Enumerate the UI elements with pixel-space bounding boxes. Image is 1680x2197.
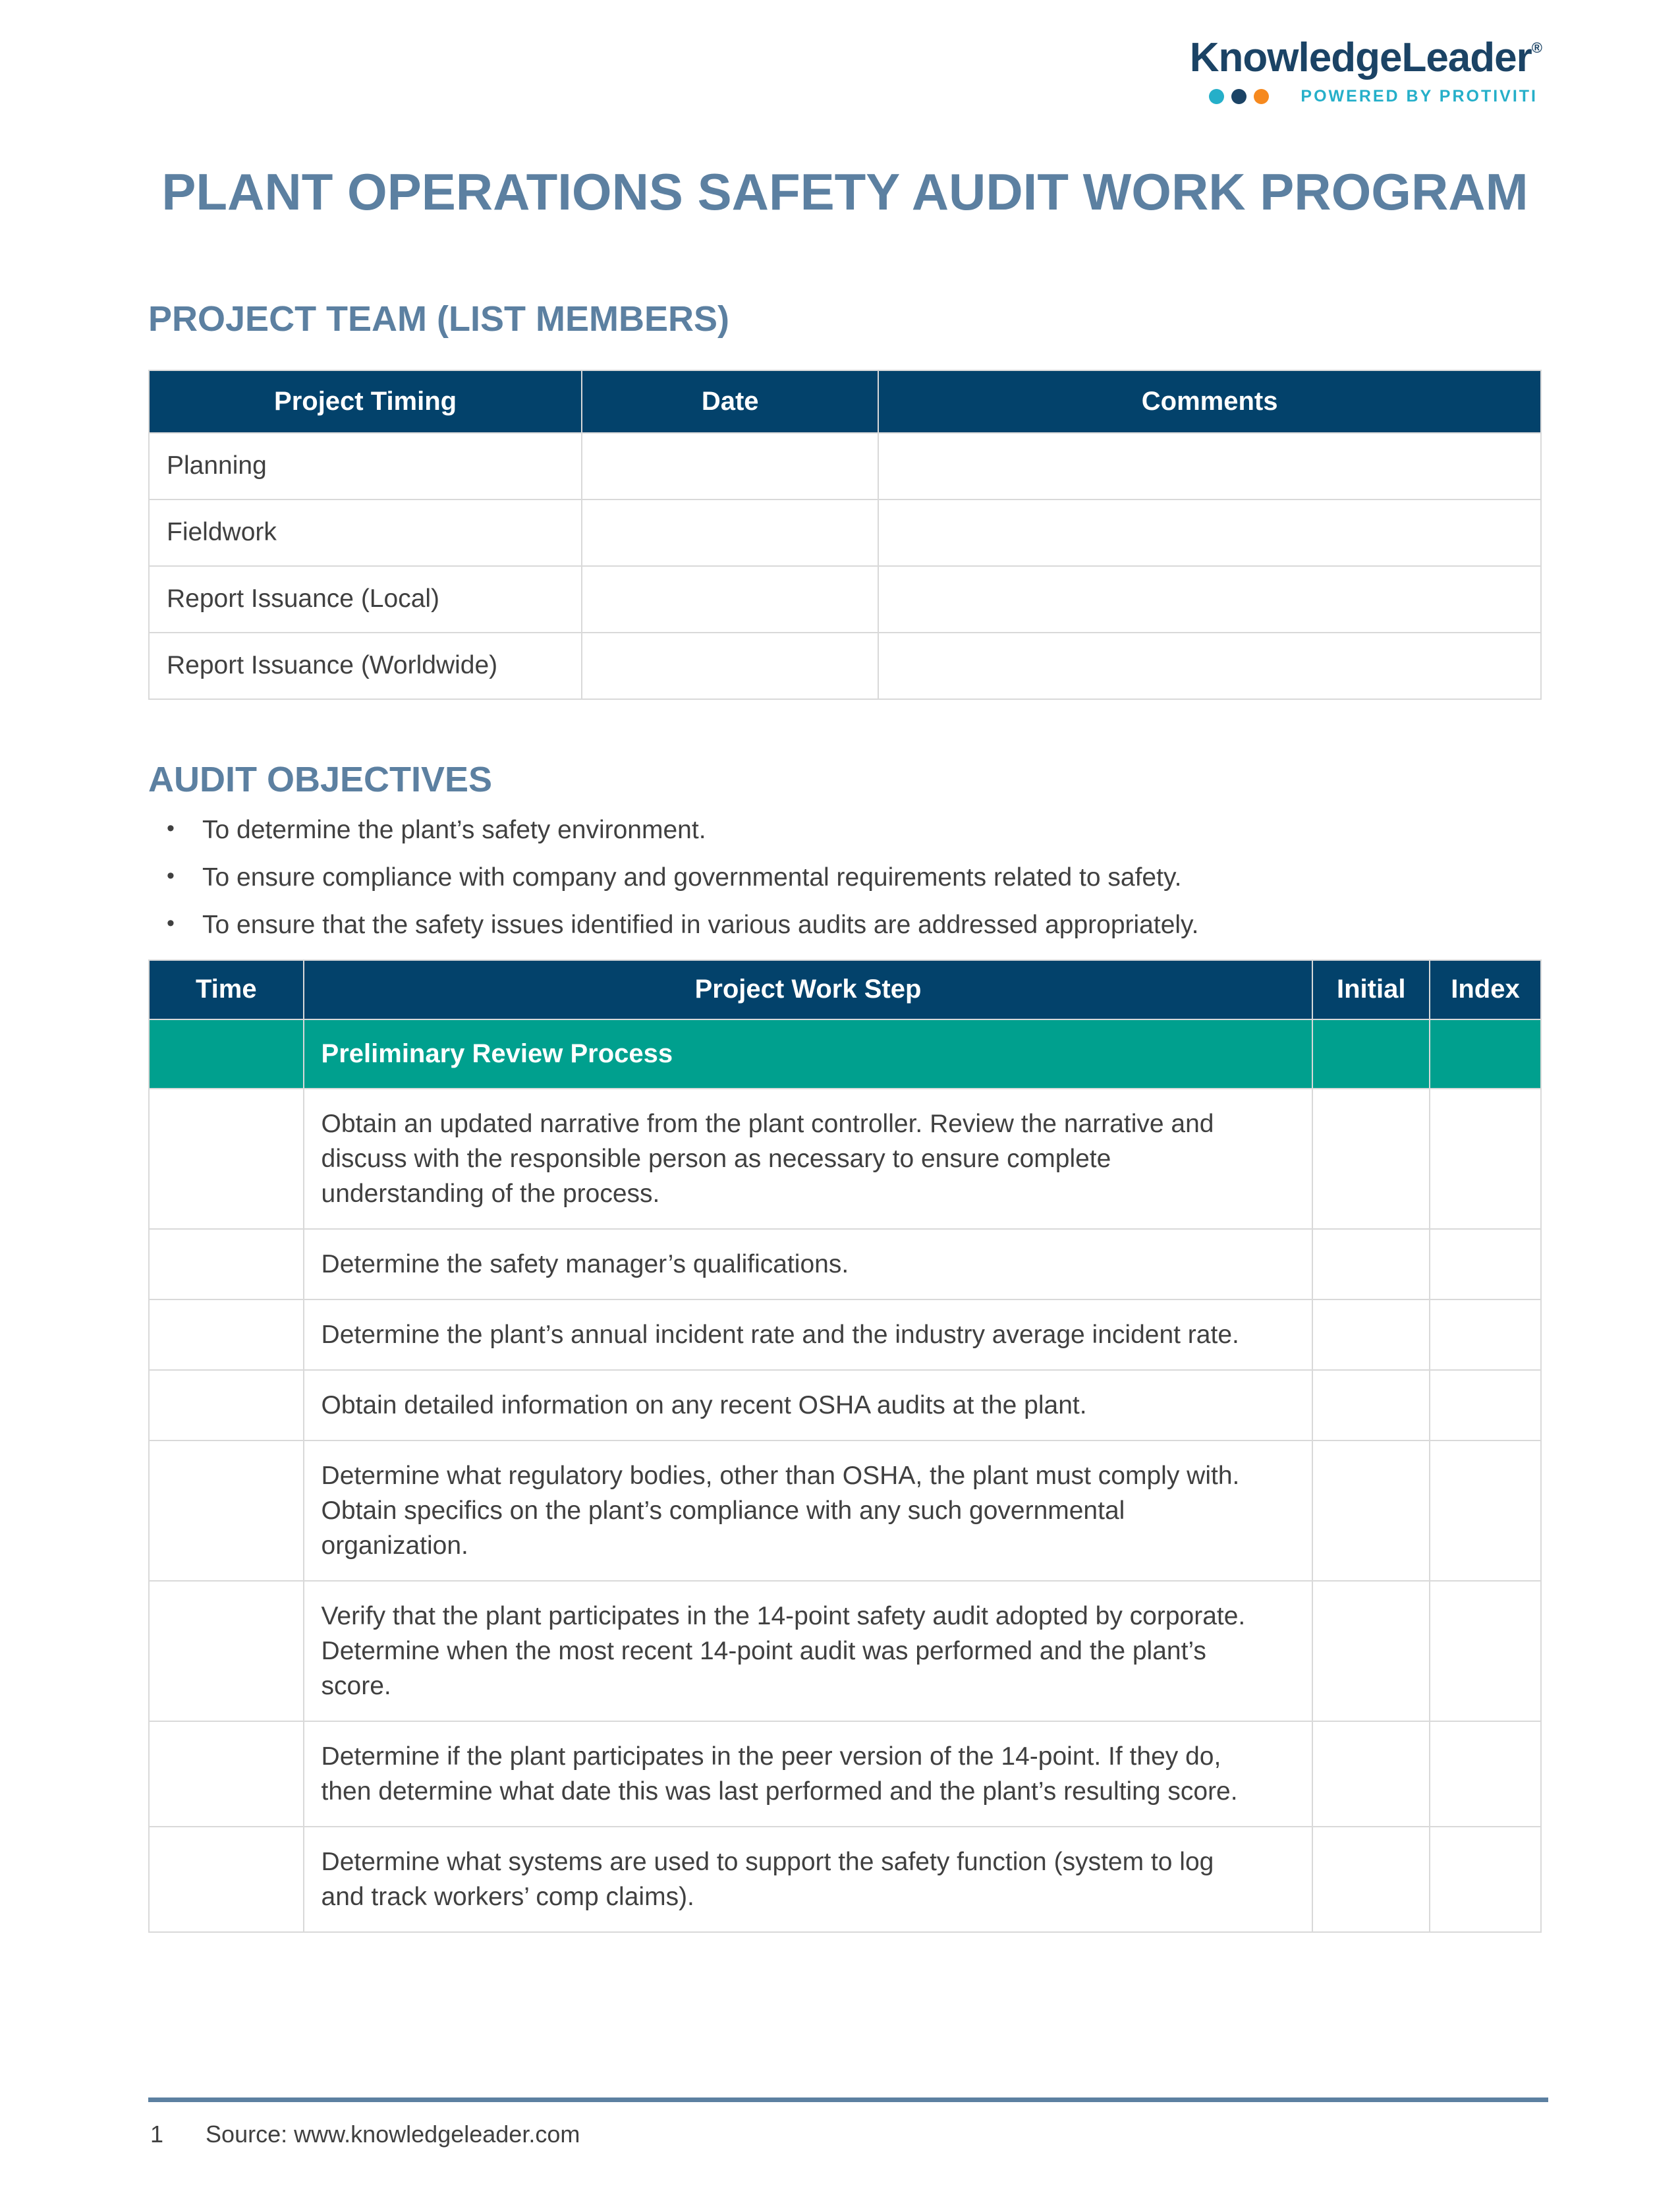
objective-text: To ensure that the safety issues identified in various audits are addressed appropriately. (202, 910, 1199, 939)
cell-index (1430, 1827, 1541, 1932)
table-row (149, 1441, 1541, 1581)
footer-divider (148, 2097, 1548, 2102)
objective-text: To ensure compliance with company and governmental requirements related to safety. (202, 863, 1182, 892)
cell-date (582, 633, 878, 699)
column-header-time: Time (149, 960, 304, 1019)
cell-time (149, 1827, 304, 1932)
column-header-initial: Initial (1312, 960, 1429, 1019)
audit-objectives-heading: AUDIT OBJECTIVES (148, 759, 493, 799)
table-row (149, 1827, 1541, 1932)
cell-initial (1312, 1721, 1429, 1827)
project-team-header-row (149, 370, 1541, 433)
cell-index (1430, 1721, 1541, 1827)
logo-brand-text: KnowledgeLeader (1189, 35, 1532, 80)
cell-timing: Fieldwork (149, 499, 582, 566)
bullet-icon: • (167, 863, 175, 888)
cell-initial (1312, 1019, 1429, 1089)
table-row (149, 1229, 1541, 1299)
cell-initial (1312, 1089, 1429, 1229)
logo-tagline: POWERED BY PROTIVITI (1301, 87, 1538, 106)
cell-initial (1312, 1299, 1429, 1370)
list-item (148, 912, 1542, 938)
page-number: 1 (150, 2121, 164, 2148)
logo-dots (1209, 89, 1269, 104)
cell-step: Determine the safety manager’s qualifications. (304, 1229, 1313, 1299)
cell-initial (1312, 1441, 1429, 1581)
section-header-row (149, 1019, 1541, 1089)
cell-date (582, 433, 878, 499)
cell-date (582, 566, 878, 633)
cell-index (1430, 1370, 1541, 1441)
cell-initial (1312, 1370, 1429, 1441)
project-team-heading: PROJECT TEAM (LIST MEMBERS) (148, 299, 730, 339)
cell-initial (1312, 1229, 1429, 1299)
objective-text: To determine the plant’s safety environment. (202, 815, 706, 844)
project-team-table (148, 370, 1542, 700)
cell-time (149, 1581, 304, 1721)
column-header-project-work-step: Project Work Step (304, 960, 1313, 1019)
registered-trademark-icon: ® (1531, 40, 1542, 56)
list-item (148, 817, 1542, 843)
cell-time (149, 1721, 304, 1827)
table-row (149, 1581, 1541, 1721)
cell-index (1430, 1441, 1541, 1581)
bullet-icon: • (167, 910, 175, 936)
cell-index (1430, 1229, 1541, 1299)
cell-comments (878, 633, 1541, 699)
table-row (149, 1370, 1541, 1441)
logo-tagline-row (1209, 87, 1538, 106)
cell-step: Determine what systems are used to support the safety function (system to log and track workers’ comp claims). (304, 1827, 1313, 1932)
cell-time (149, 1441, 304, 1581)
cell-initial (1312, 1581, 1429, 1721)
cell-index (1430, 1089, 1541, 1229)
cell-step: Verify that the plant participates in the 14-point safety audit adopted by corporate. Determine when the most recent 14-point audit was performed and the plant’s score. (304, 1581, 1313, 1721)
column-header-date: Date (582, 370, 878, 433)
cell-time (149, 1019, 304, 1089)
cell-step: Obtain an updated narrative from the plant controller. Review the narrative and discuss with the responsible person as necessary to ensure complete understanding of the process. (304, 1089, 1313, 1229)
cell-time (149, 1229, 304, 1299)
cell-step: Obtain detailed information on any recent OSHA audits at the plant. (304, 1370, 1313, 1441)
cell-initial (1312, 1827, 1429, 1932)
table-row (149, 499, 1541, 566)
bullet-icon: • (167, 815, 175, 841)
table-row (149, 1299, 1541, 1370)
table-row (149, 633, 1541, 699)
cell-timing: Report Issuance (Local) (149, 566, 582, 633)
knowledgeleader-logo (148, 36, 1542, 106)
table-row (149, 566, 1541, 633)
footer (150, 2121, 580, 2148)
work-program-table (148, 959, 1542, 1933)
table-row (149, 433, 1541, 499)
document-title: PLANT OPERATIONS SAFETY AUDIT WORK PROGRAM (161, 163, 1528, 221)
cell-timing: Planning (149, 433, 582, 499)
cell-index (1430, 1299, 1541, 1370)
table-row (149, 1089, 1541, 1229)
cell-time (149, 1370, 304, 1441)
column-header-comments: Comments (878, 370, 1541, 433)
column-header-index: Index (1430, 960, 1541, 1019)
source-text: Source: www.knowledgeleader.com (206, 2121, 580, 2148)
column-header-project-timing: Project Timing (149, 370, 582, 433)
section-title: Preliminary Review Process (304, 1019, 1313, 1089)
cell-index (1430, 1019, 1541, 1089)
cell-step: Determine the plant’s annual incident rate and the industry average incident rate. (304, 1299, 1313, 1370)
list-item (148, 865, 1542, 890)
cell-comments (878, 566, 1541, 633)
cell-index (1430, 1581, 1541, 1721)
cell-time (149, 1299, 304, 1370)
cell-step: Determine if the plant participates in the peer version of the 14-point. If they do, then determine what date this was last performed and the plant’s resulting score. (304, 1721, 1313, 1827)
cell-time (149, 1089, 304, 1229)
audit-objectives-list (148, 817, 1542, 938)
logo-dot-navy-icon (1231, 89, 1246, 104)
logo-dot-teal-icon (1209, 89, 1224, 104)
table-row (149, 1721, 1541, 1827)
logo-dot-orange-icon (1254, 89, 1269, 104)
cell-step: Determine what regulatory bodies, other than OSHA, the plant must comply with. Obtain specifics on the plant’s compliance with any such governmental organization. (304, 1441, 1313, 1581)
logo-wordmark (1190, 36, 1542, 79)
cell-comments (878, 433, 1541, 499)
cell-timing: Report Issuance (Worldwide) (149, 633, 582, 699)
work-program-header-row (149, 960, 1541, 1019)
cell-comments (878, 499, 1541, 566)
cell-date (582, 499, 878, 566)
